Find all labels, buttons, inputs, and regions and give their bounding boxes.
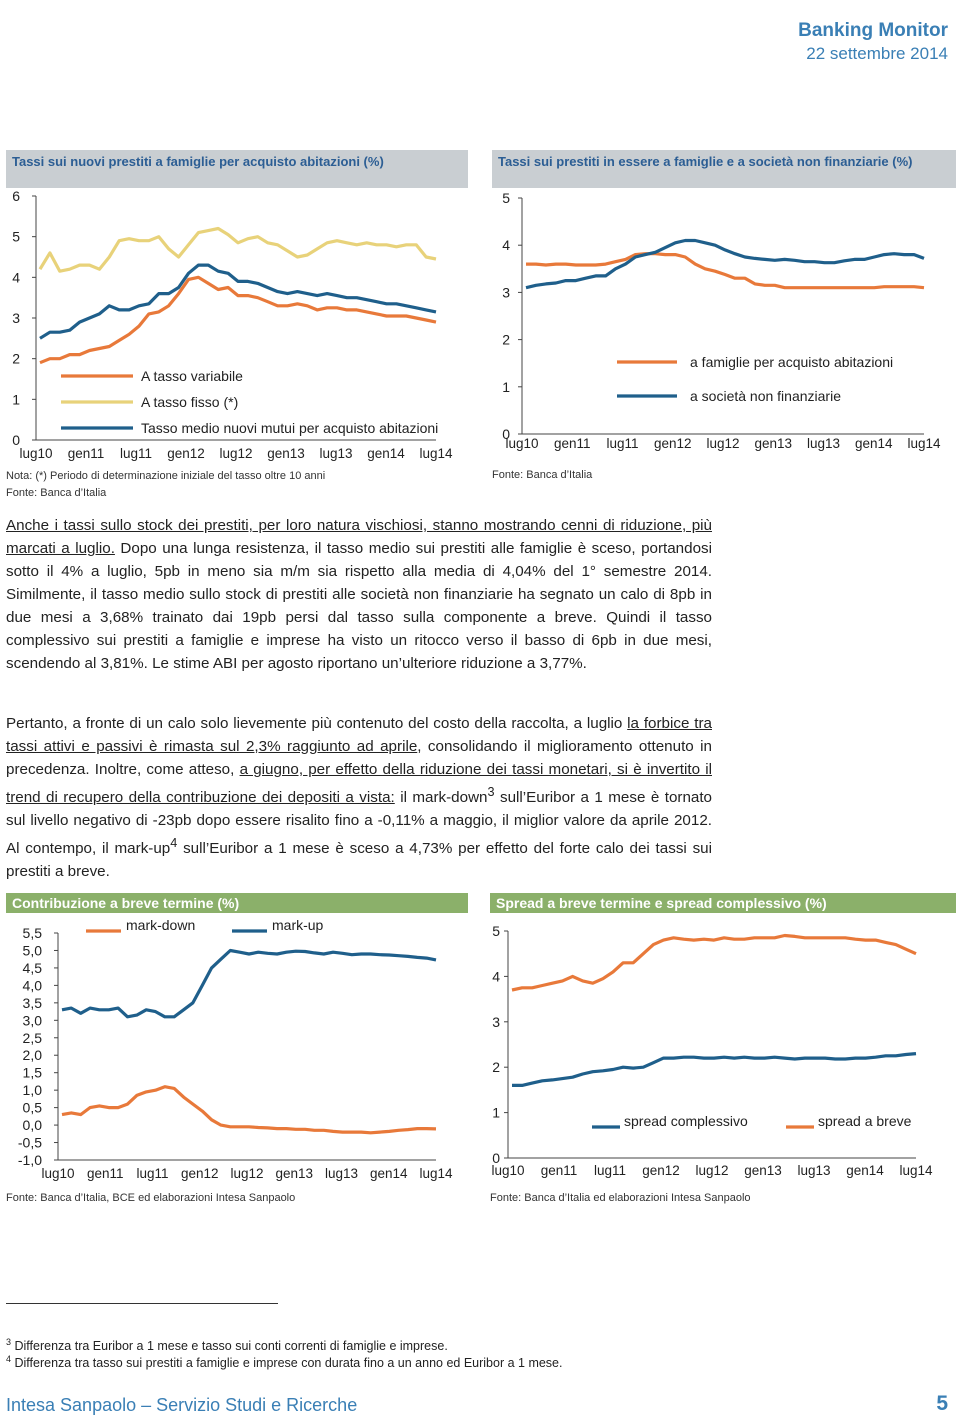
x-tick-label: gen14 — [854, 436, 893, 451]
legend-label: a società non finanziarie — [690, 388, 841, 404]
x-tick-label: gen11 — [67, 446, 105, 461]
y-tick-label: 5 — [502, 190, 510, 206]
y-tick-label: 5,0 — [22, 942, 42, 959]
y-tick-label: 3,0 — [22, 1012, 42, 1029]
legend-label: a famiglie per acquisto abitazioni — [690, 354, 894, 370]
series-line — [62, 951, 436, 1017]
footnote-divider — [6, 1303, 278, 1304]
y-tick-label: 3 — [12, 310, 20, 326]
chart-title: Contribuzione a breve termine (%) — [6, 893, 468, 913]
x-tick-label: gen12 — [653, 436, 692, 451]
x-tick-label: lug11 — [136, 1166, 169, 1181]
text-run: sull’Euribor a 1 mese è sceso a 4,73% per effetto del forte calo dei tassi sui prestiti a breve. — [6, 840, 712, 881]
series-line — [512, 1054, 916, 1086]
x-tick-label: gen14 — [367, 446, 405, 461]
y-tick-label: 4 — [502, 237, 510, 254]
x-tick-label: gen14 — [846, 1163, 884, 1178]
x-tick-label: gen11 — [553, 436, 591, 451]
x-tick-label: lug11 — [593, 1163, 627, 1178]
text-run: Anche i tassi sullo stock dei prestiti, per loro natura vischiosi, stanno mostrando cenni di riduzione, più marcati a luglio. — [6, 517, 712, 557]
y-tick-label: 1,5 — [22, 1064, 42, 1081]
series-line — [40, 229, 436, 272]
y-tick-label: -0,5 — [17, 1134, 42, 1151]
x-tick-label: lug10 — [19, 446, 53, 461]
paragraph-2 — [6, 712, 712, 883]
y-tick-label: 3,5 — [22, 994, 42, 1011]
x-tick-label: lug12 — [706, 436, 740, 451]
x-tick-label: lug10 — [491, 1163, 525, 1178]
text-run: , consolidando il miglioramento ottenuto in precedenza. Inoltre, come atteso, — [6, 738, 712, 778]
chart-plot — [6, 893, 468, 1193]
x-tick-label: gen13 — [754, 436, 793, 451]
series-line — [512, 936, 916, 991]
y-tick-label: -1,0 — [17, 1152, 42, 1168]
legend-label: mark-down — [126, 917, 196, 933]
chart-source: Fonte: Banca d’Italia ed elaborazioni Intesa Sanpaolo — [490, 1192, 751, 1204]
y-tick-label: 1 — [12, 391, 20, 408]
chart-source: Fonte: Banca d’Italia, BCE ed elaborazioni Intesa Sanpaolo — [6, 1192, 296, 1204]
x-tick-label: gen14 — [369, 1166, 408, 1181]
y-tick-label: 5 — [492, 923, 500, 939]
y-tick-label: 2 — [12, 350, 20, 367]
y-tick-label: 3 — [502, 284, 510, 301]
chart-plot — [490, 893, 956, 1193]
footnote-ref: 4 — [170, 836, 178, 851]
y-tick-label: 0,5 — [22, 1099, 42, 1116]
x-tick-label: lug13 — [806, 436, 841, 451]
page-number: 5 — [936, 1392, 948, 1415]
y-tick-label: 3 — [492, 1013, 500, 1030]
y-tick-label: 1 — [502, 378, 510, 395]
paragraph-1 — [6, 514, 712, 675]
y-tick-label: 2,5 — [22, 1029, 42, 1046]
y-tick-label: 1 — [492, 1104, 500, 1121]
y-tick-label: 2 — [492, 1059, 500, 1076]
y-tick-label: 4 — [12, 269, 20, 286]
footer-publisher: Intesa Sanpaolo – Servizio Studi e Ricerche — [6, 1395, 358, 1415]
text-run: Pertanto, a fronte di un calo solo lievemente più contenuto del costo della raccolta, a luglio — [6, 715, 628, 732]
y-tick-label: 2 — [502, 331, 510, 348]
chart-source: Fonte: Banca d’Italia — [492, 469, 593, 481]
chart-plot — [6, 150, 468, 510]
y-tick-label: 0 — [492, 1150, 500, 1166]
y-tick-label: 1,0 — [22, 1082, 42, 1099]
legend-label: spread complessivo — [624, 1113, 748, 1129]
chart-new-loans-households — [6, 150, 468, 510]
chart-outstanding-loans — [492, 150, 956, 490]
y-tick-label: 4 — [492, 968, 500, 985]
x-tick-label: lug13 — [324, 1166, 359, 1181]
y-tick-label: 0,0 — [22, 1117, 42, 1134]
text-run: il mark-down — [394, 789, 488, 807]
report-title: Banking Monitor — [798, 20, 948, 41]
footnote-ref: 3 — [487, 785, 495, 799]
footnote-4: $^4$ Differenza tra tasso sui prestiti a famiglie e imprese con durata fino a un anno ed Euribor a 1 mese. — [6, 1354, 563, 1371]
series-line — [62, 1087, 436, 1133]
chart-title: Tassi sui nuovi prestiti a famiglie per acquisto abitazioni (%) — [6, 150, 468, 188]
chart-short-term-contribution — [6, 893, 468, 1213]
text-run: sull’Euribor a 1 mese è tornato sul livello negativo di -23pb dopo essere risalito fino a -0,11% a maggio, il miglior valore da aprile 2012. Al contempo, il mark-up — [6, 789, 713, 858]
footnote-3: $^3$ Differenza tra Euribor a 1 mese e tasso sui conti correnti di famiglie e imprese. — [6, 1337, 448, 1354]
x-tick-label: lug10 — [505, 436, 539, 451]
chart-source: Fonte: Banca d’Italia — [6, 487, 107, 499]
x-tick-label: lug11 — [606, 436, 639, 451]
x-tick-label: gen12 — [642, 1163, 680, 1178]
x-tick-label: gen12 — [180, 1166, 219, 1181]
legend-label: mark-up — [272, 917, 324, 933]
text-run: la forbice tra tassi attivi e passivi è rimasta sul 2,3% raggiunto ad aprile — [6, 715, 712, 755]
chart-title: Spread a breve termine e spread complessivo (%) — [490, 893, 956, 913]
y-tick-label: 2,0 — [22, 1047, 42, 1064]
x-tick-label: lug14 — [419, 446, 453, 461]
legend-label: A tasso variabile — [141, 368, 243, 384]
chart-spreads — [490, 893, 956, 1213]
x-tick-label: lug14 — [899, 1163, 933, 1178]
y-tick-label: 0 — [502, 426, 510, 442]
x-tick-label: lug14 — [419, 1166, 453, 1181]
x-tick-label: gen11 — [540, 1163, 578, 1178]
y-tick-label: 5,5 — [22, 925, 42, 941]
x-tick-label: lug12 — [219, 446, 253, 461]
y-tick-label: 4,5 — [22, 959, 42, 976]
x-tick-label: lug12 — [695, 1163, 729, 1178]
x-tick-label: gen12 — [167, 446, 205, 461]
y-tick-label: 5 — [12, 228, 20, 245]
x-tick-label: gen11 — [86, 1166, 124, 1181]
report-date: 22 settembre 2014 — [806, 44, 948, 63]
y-tick-label: 6 — [12, 188, 20, 204]
x-tick-label: gen13 — [267, 446, 305, 461]
series-line — [40, 277, 436, 362]
x-tick-label: gen13 — [275, 1166, 314, 1181]
x-tick-label: lug14 — [907, 436, 941, 451]
x-tick-label: gen13 — [744, 1163, 782, 1178]
y-tick-label: 4,0 — [22, 977, 42, 994]
x-tick-label: lug13 — [797, 1163, 831, 1178]
y-tick-label: 0 — [12, 432, 20, 448]
x-tick-label: lug13 — [319, 446, 353, 461]
x-tick-label: lug10 — [41, 1166, 75, 1181]
text-run: Dopo una lunga resistenza, il tasso medio sui prestiti alle famiglie è sceso, portandosi sotto il 4% a luglio, 5pb in meno sia m/m sia rispetto alla media di 4,04% del 1° semestre 2014. Similmente, il tasso medio sullo stock di prestiti alle società non finanziarie ha segnato un calo di 8pb in due mesi a 3,68% trainato dai 19pb persi dal tasso sulla componente a breve. Quindi il tasso complessivo sui prestiti a famiglie e imprese ha visto un ritocco verso il basso di 6pb in due mesi, scendendo al 3,81%. Le stime ABI per agosto riportano un’ulteriore riduzione a 3,77%. — [6, 540, 712, 672]
legend-label: Tasso medio nuovi mutui per acquisto abitazioni — [141, 420, 439, 436]
legend-label: A tasso fisso (*) — [141, 394, 239, 410]
text-run: a giugno, per effetto della riduzione dei tassi monetari, si è invertito il trend di recupero della contribuzione dei depositi a vista: — [6, 761, 712, 807]
series-line — [40, 265, 436, 338]
chart-note: Nota: (*) Periodo di determinazione iniziale del tasso oltre 10 anni — [6, 470, 326, 482]
x-tick-label: lug12 — [230, 1166, 264, 1181]
legend-label: spread a breve — [818, 1113, 912, 1129]
chart-title: Tassi sui prestiti in essere a famiglie e a società non finanziarie (%) — [492, 150, 956, 188]
x-tick-label: lug11 — [119, 446, 153, 461]
chart-plot — [492, 150, 956, 490]
